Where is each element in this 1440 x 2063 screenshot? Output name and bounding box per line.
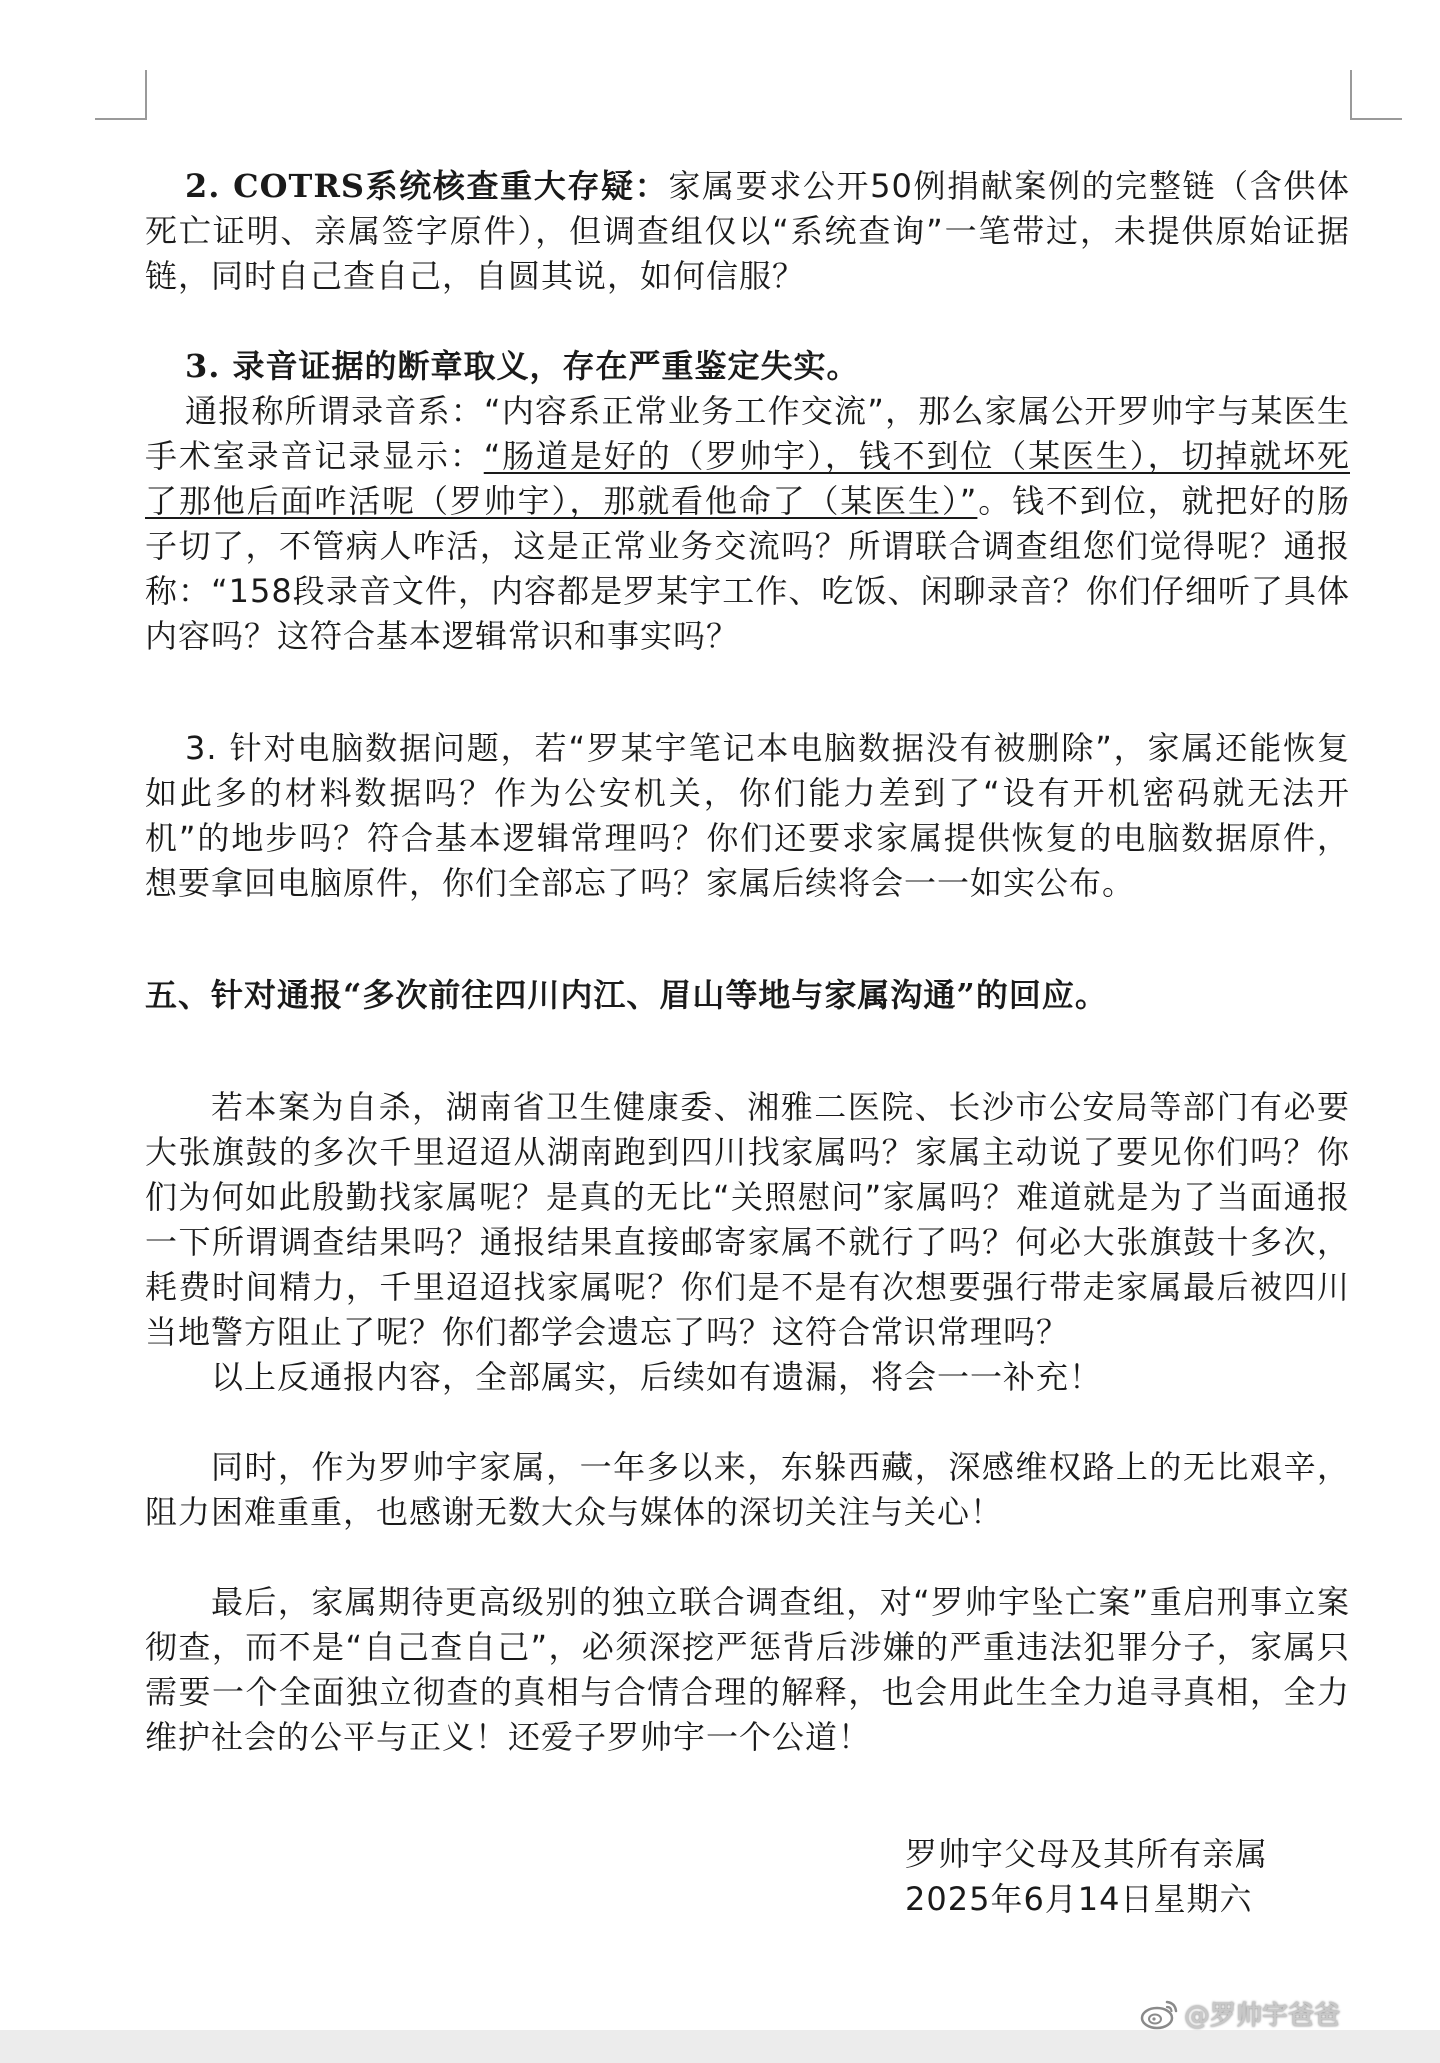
signature-name: 罗帅宇父母及其所有亲属 [905,1835,1269,1873]
document-body [145,164,1350,1760]
point-3-paragraph [145,389,1350,659]
crop-mark-top-right-vertical [1350,70,1352,120]
signature-date: 2025年6月14日星期六 [905,1880,1253,1918]
crop-mark-top-right-horizontal [1350,118,1402,120]
crop-mark-top-left-horizontal [95,118,147,120]
recording-quote: “肠道是好的（罗帅宇），钱不到位（某医生），切掉就坏死了那他后面咋活呢（罗帅宇），那就看他命了（某医生）” [145,437,1350,520]
section-5-heading: 五、针对通报“多次前往四川内江、眉山等地与家属沟通”的回应。 [145,976,1108,1014]
point-3-heading: 3. 录音证据的断章取义，存在严重鉴定失实。 [185,347,860,385]
section-5-paragraph-2: 以上反通报内容，全部属实，后续如有遗漏，将会一一补充！ [211,1358,1103,1396]
point-3-text-pre: 通报称所谓录音系：“内容系正常业务工作交流”，那么家属公开罗帅宇与某医生手术室录音记录显示： [145,392,1350,475]
section-5-paragraph-1: 若本案为自杀，湖南省卫生健康委、湘雅二医院、长沙市公安局等部门有必要大张旗鼓的多次千里迢迢从湖南跑到四川找家属吗？家属主动说了要见你们吗？你们为何如此殷勤找家属呢？是真的无比“关照慰问”家属吗？难道就是为了当面通报一下所谓调查结果吗？通报结果直接邮寄家属不就行了吗？何必大张旗鼓十多次，耗费时间精力，千里迢迢找家属呢？你们是不是有次想要强行带走家属最后被四川当地警方阻止了呢？你们都学会遗忘了吗？这符合常识常理吗？ [145,1088,1350,1351]
watermark-text: @罗帅宇爸爸 [1184,2001,1341,2031]
bottom-band [0,2030,1440,2063]
point-3-text-post: 。钱不到位，就把好的肠子切了，不管病人咋活，这是正常业务交流吗？所谓联合调查组您们觉得呢？通报称：“158段录音文件，内容都是罗某宇工作、吃饭、闲聊录音？你们仔细听了具体内容吗？这符合基本逻辑常识和事实吗？ [145,482,1350,655]
point-3b-paragraph: 3. 针对电脑数据问题，若“罗某宇笔记本电脑数据没有被删除”，家属还能恢复如此多的材料数据吗？作为公安机关，你们能力差到了“设有开机密码就无法开机”的地步吗？符合基本逻辑常理吗？你们还要求家属提供恢复的电脑数据原件，想要拿回电脑原件，你们全部忘了吗？家属后续将会一一如实公布。 [145,729,1350,902]
point-2-text: 家属要求公开50例捐献案例的完整链（含供体死亡证明、亲属签字原件），但调查组仅以“系统查询”一笔带过，未提供原始证据链，同时自己查自己，自圆其说，如何信服？ [145,167,1350,295]
signature-block [905,1832,1268,1922]
crop-mark-top-left-vertical [145,70,147,120]
weibo-icon [1140,1997,1180,2031]
watermark [1140,1995,1340,2032]
point-2-paragraph [145,164,1350,299]
section-5-paragraph-3: 同时，作为罗帅宇家属，一年多以来，东躲西藏，深感维权路上的无比艰辛，阻力困难重重，也感谢无数大众与媒体的深切关注与关心！ [145,1448,1350,1531]
point-2-heading: 2. COTRS系统核查重大存疑： [185,167,669,205]
section-5-paragraph-4: 最后，家属期待更高级别的独立联合调查组，对“罗帅宇坠亡案”重启刑事立案彻查，而不是“自己查自己”，必须深挖严惩背后涉嫌的严重违法犯罪分子，家属只需要一个全面独立彻查的真相与合情合理的解释，也会用此生全力追寻真相，全力维护社会的公平与正义！还爱子罗帅宇一个公道！ [145,1583,1350,1756]
